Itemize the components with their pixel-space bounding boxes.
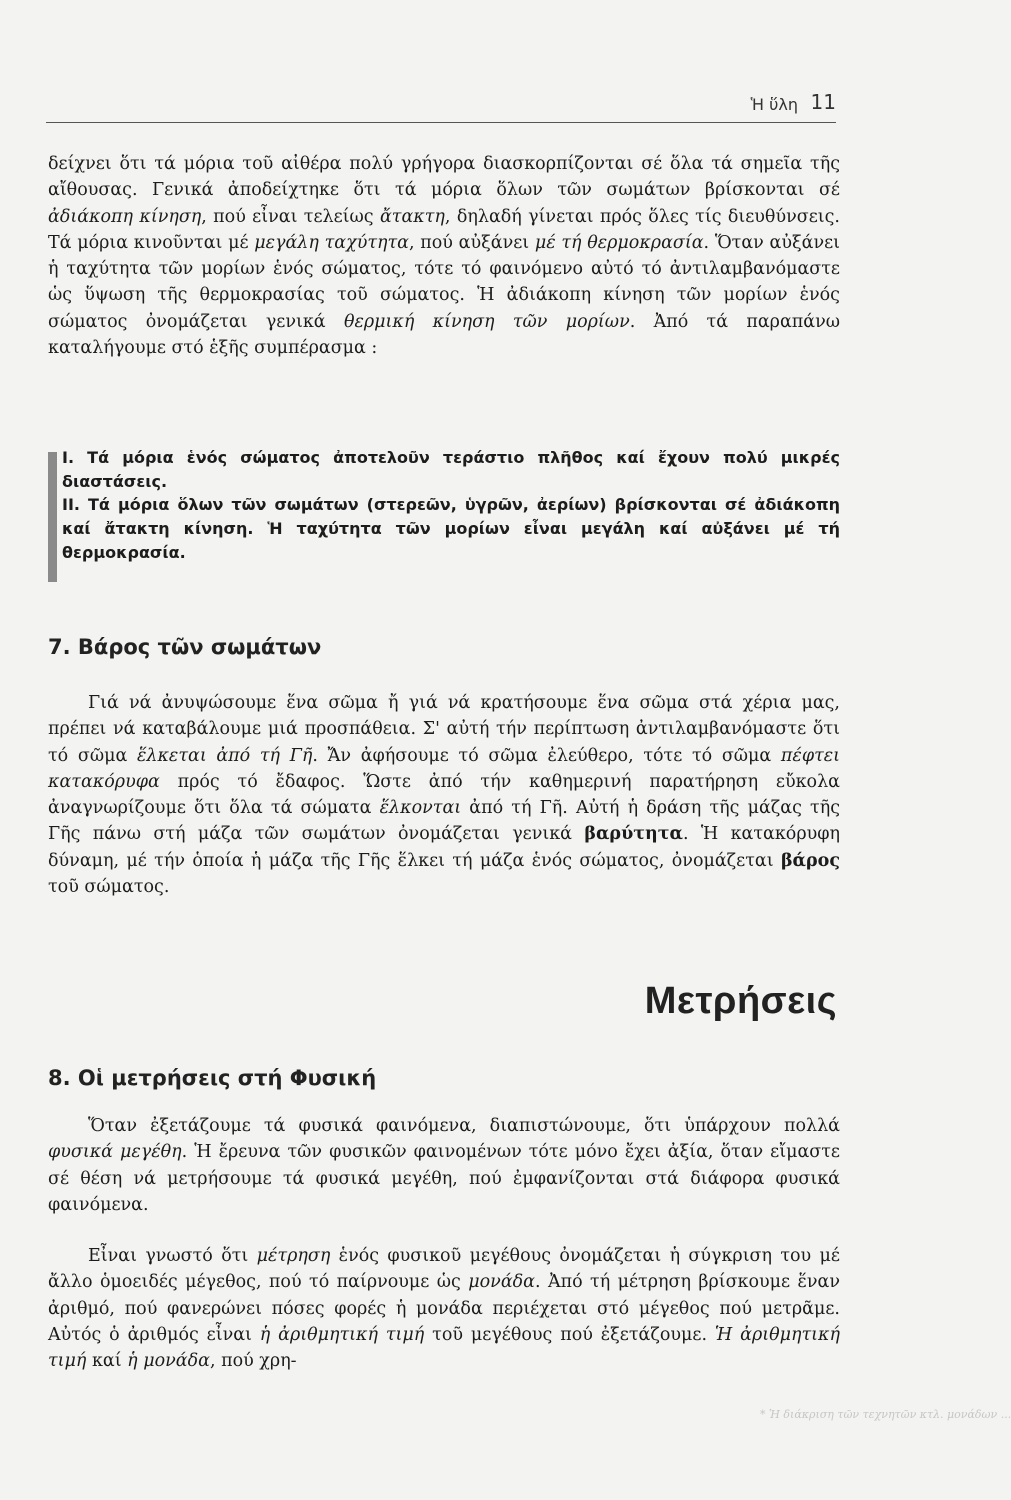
paragraph-molecular-motion: δείχνει ὅτι τά μόρια τοῦ αἰθέρα πολύ γρήγορα διασκορπίζονται σέ ὅλα τά σημεῖα τῆς αἴθουσας. Γενικά ἀποδείχτηκε ὅτι τά μόρια ὅλων τῶν σωμάτων βρίσκονται σέ ἀδιάκοπη κίνηση, πού εἶναι τελείως ἄτακτη, δηλαδή γίνεται πρός ὅλες τίς διευθύνσεις. Τά μόρια κινοῦνται μέ μεγάλη ταχύτητα, πού αὐξάνει μέ τή θερμοκρασία. Ὅταν αὐξάνει ἡ ταχύτητα τῶν μορίων ἑνός σώματος, τότε τό φαινόμενο αὐτό τό ἀντιλαμβανόμαστε ὡς ὕψωση τῆς θερμοκρασίας τοῦ σώματος. Ἡ ἀδιάκοπη κίνηση τῶν μορίων ἑνός σώματος ὀνομάζεται γενικά θερμική κίνηση τῶν μορίων. Ἀπό τά παραπάνω καταλήγουμε στό ἑξῆς συμπέρασμα : xyxy=(48,154,841,359)
conclusion-2: II. Τά μόρια ὅλων τῶν σωμάτων (στερεῶν, ὑγρῶν, ἀερίων) βρίσκονται σέ ἀδιάκοπη καί ἄτακτη κίνηση. Ἡ ταχύτητα τῶν μορίων εἶναι μεγάλη καί αὐξάνει μέ τή θερμοκρασία. xyxy=(62,495,840,562)
paragraph-measurement: Εἶναι γνωστό ὅτι μέτρηση ἑνός φυσικοῦ μεγέθους ὀνομάζεται ἡ σύγκριση του μέ ἄλλο ὁμοειδές μέγεθος, πού τό παίρνουμε ὡς μονάδα. Ἀπό τή μέτρηση βρίσκουμε ἕναν ἀριθμό, πού φανερώνει πόσες φορές ἡ μονάδα περιέχεται στό μέγεθος πού μετρᾶμε. Αὐτός ὁ ἀριθμός εἶναι ἡ ἀριθμητική τιμή τοῦ μεγέθους πού ἐξετάζουμε. Ἡ ἀριθμητική τιμή καί ἡ μονάδα, πού χρη- xyxy=(48,1246,841,1372)
page-number: 11 xyxy=(810,90,836,114)
conclusion-1: I. Τά μόρια ἑνός σώματος ἀποτελοῦν τεράστιο πλῆθος καί ἔχουν πολύ μικρές διαστάσεις. xyxy=(62,448,840,491)
section-7-heading: 7. Βάρος τῶν σωμάτων xyxy=(48,635,322,659)
chapter-title: Μετρήσεις xyxy=(644,980,837,1022)
page-header xyxy=(46,86,836,123)
show-through-footnote: * Ἡ διάκριση τῶν τεχνητῶν κτλ. μονάδων ... xyxy=(760,1408,1011,1421)
margin-bar xyxy=(48,452,57,582)
paragraph-weight: Γιά νά ἀνυψώσουμε ἕνα σῶμα ἤ γιά νά κρατήσουμε ἕνα σῶμα στά χέρια μας, πρέπει νά καταβάλουμε μιά προσπάθεια. Σ' αὐτή τήν περίπτωση ἀντιλαμβανόμαστε ὅτι τό σῶμα ἕλκεται ἀπό τή Γῆ. Ἄν ἀφήσουμε τό σῶμα ἐλεύθερο, τότε τό σῶμα πέφτει κατακόρυφα πρός τό ἔδαφος. Ὥστε ἀπό τήν καθημερινή παρατήρηση εὔκολα ἀναγνωρίζουμε ὅτι ὅλα τά σώματα ἕλκονται ἀπό τή Γῆ. Αὐτή ἡ δράση τῆς μάζας τῆς Γῆς πάνω στή μάζα τῶν σωμάτων ὀνομάζεται γενικά βαρύτητα. Ἡ κατακόρυφη δύναμη, μέ τήν ὁποία ἡ μάζα τῆς Γῆς ἕλκει τή μάζα ἑνός σώματος, ὀνομάζεται βάρος τοῦ σώματος. xyxy=(48,693,841,898)
paragraph-physical-quantities: Ὅταν ἐξετάζουμε τά φυσικά φαινόμενα, διαπιστώνουμε, ὅτι ὑπάρχουν πολλά φυσικά μεγέθη. Ἡ ἔρευνα τῶν φυσικῶν φαινομένων τότε μόνο ἔχει ἀξία, ὅταν εἴμαστε σέ θέση νά μετρήσουμε τά φυσικά μεγέθη, πού ἐμφανίζονται στά διάφορα φυσικά φαινόμενα. xyxy=(48,1116,840,1215)
section-8-heading: 8. Οἱ μετρήσεις στή Φυσική xyxy=(48,1066,377,1090)
conclusions-box xyxy=(62,446,840,565)
running-title: Ἡ ὕλη xyxy=(750,95,798,114)
